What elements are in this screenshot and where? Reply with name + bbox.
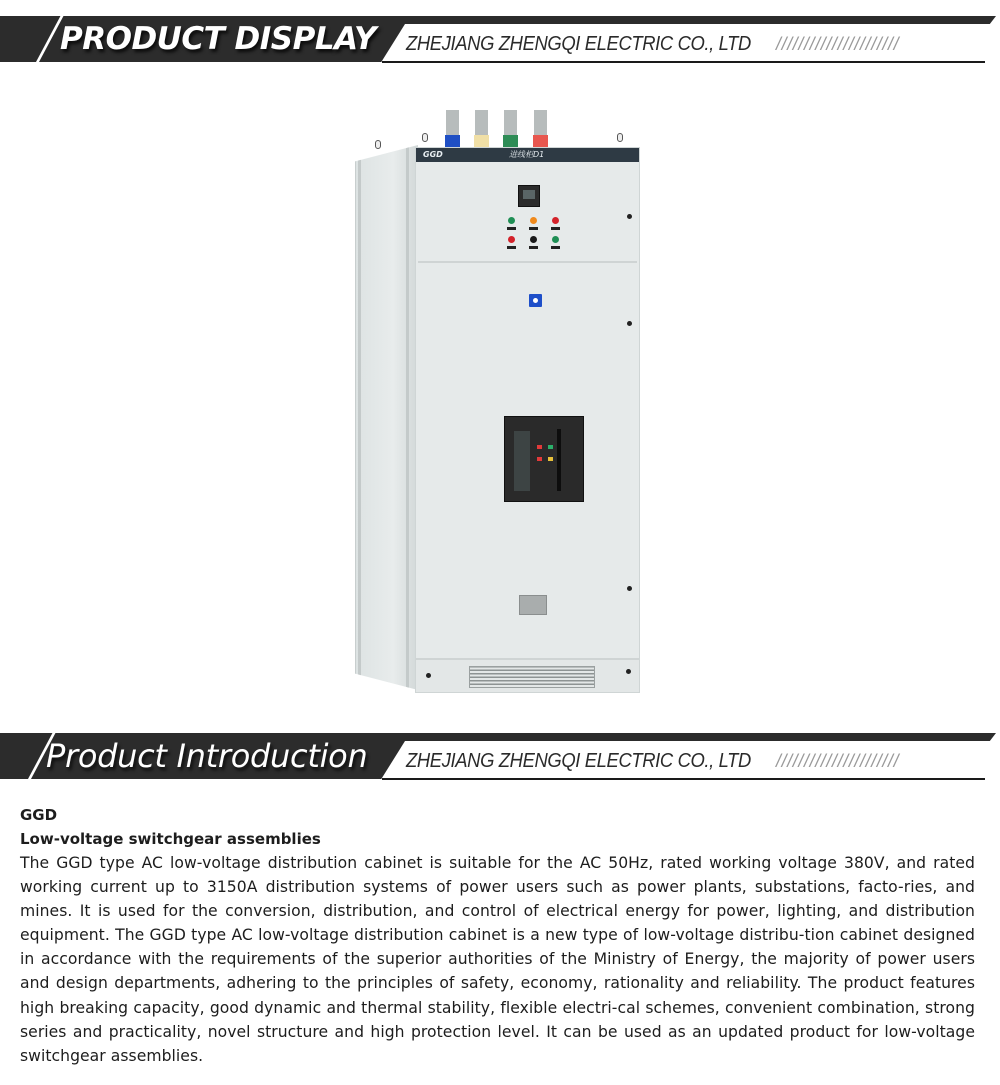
product-model: GGD [20, 806, 58, 824]
product-subtitle: Low-voltage switchgear assemblies [20, 830, 321, 848]
lamp-tag [507, 246, 516, 249]
busbar-blue [446, 110, 459, 148]
meter-display-icon [518, 185, 540, 207]
cabinet-front [415, 147, 640, 693]
cabinet-side-panel [355, 145, 418, 690]
breaker-controller [514, 431, 530, 491]
introduction-content [20, 803, 975, 1068]
company-name: ZHEJIANG ZHENGQI ELECTRIC CO., LTD [406, 750, 751, 772]
lifting-eye-icon [422, 133, 428, 142]
ventilation-grille [469, 666, 595, 688]
busbar-red [534, 110, 547, 148]
selector-switch-black [530, 236, 537, 243]
lamp-tag [529, 227, 538, 230]
busbar-yellow [475, 110, 488, 148]
hatch-decoration: ////////////////////// [776, 751, 900, 771]
cabinet-name-label: 进线柜D1 [509, 150, 545, 159]
company-name: ZHEJIANG ZHENGQI ELECTRIC CO., LTD [406, 33, 751, 55]
banner-top-strip [380, 733, 996, 741]
product-display-banner [0, 16, 1000, 66]
breaker-button-yellow [548, 457, 553, 461]
lamp-tag [507, 227, 516, 230]
indicator-lamp-red [552, 217, 559, 224]
section-title: Product Introduction [46, 737, 368, 775]
product-image [0, 80, 1000, 720]
circuit-breaker-panel [504, 416, 584, 502]
section-title: PRODUCT DISPLAY [60, 21, 376, 57]
busbar-green [504, 110, 517, 148]
breaker-button-green [548, 445, 553, 449]
door-screw-icon [627, 214, 632, 219]
product-description: The GGD type AC low-voltage distribution cabinet is suitable for the AC 50Hz, rated working voltage 380V, and rated working current up to 3150A distribution systems of power users such as power plants, substations, facto-ries, and mines. It is used for the conversion, distribution, and control of electrical energy for power, lighting, and distribution equipment. The GGD type AC low-voltage distribution cabinet is a new type of low-voltage distribu-tion cabinet designed in accordance with the requirements of the superior authorities of the Ministry of Energy, the majority of power users and design departments, adhering to the principles of safety, economy, rationality and reliability. The product features high breaking capacity, good dynamic and thermal stability, flexible electri-cal schemes, convenient combination, strong series and practicality, novel structure and high protection level. It can be used as an updated product for low-voltage switchgear assemblies. [20, 854, 975, 1065]
plinth-screw-icon [626, 669, 631, 674]
upper-door [418, 163, 637, 263]
lamp-tag [551, 227, 560, 230]
product-introduction-banner [0, 733, 1000, 783]
indicator-lamp-green [508, 217, 515, 224]
indicator-lamp-orange [530, 217, 537, 224]
cabinet-plinth [416, 658, 639, 692]
door-lock-icon [529, 294, 542, 307]
lifting-eye-icon [617, 133, 623, 142]
side-rail [358, 145, 361, 690]
nameplate [519, 595, 547, 615]
banner-top-strip [380, 16, 996, 24]
door-screw-icon [627, 321, 632, 326]
banner-underline [382, 778, 985, 780]
cabinet-model-label: GGD [423, 150, 443, 159]
lamp-tag [529, 246, 538, 249]
lifting-eye-icon [375, 140, 381, 149]
breaker-button-red [537, 457, 542, 461]
hatch-decoration: ////////////////////// [776, 34, 900, 54]
breaker-slot [557, 429, 561, 491]
push-button-green [552, 236, 559, 243]
door-screw-icon [627, 586, 632, 591]
breaker-button-red [537, 445, 542, 449]
banner-underline [382, 61, 985, 63]
cabinet-header-strip [416, 148, 639, 162]
lamp-tag [551, 246, 560, 249]
push-button-red [508, 236, 515, 243]
side-rail [406, 145, 409, 690]
plinth-screw-icon [426, 673, 431, 678]
